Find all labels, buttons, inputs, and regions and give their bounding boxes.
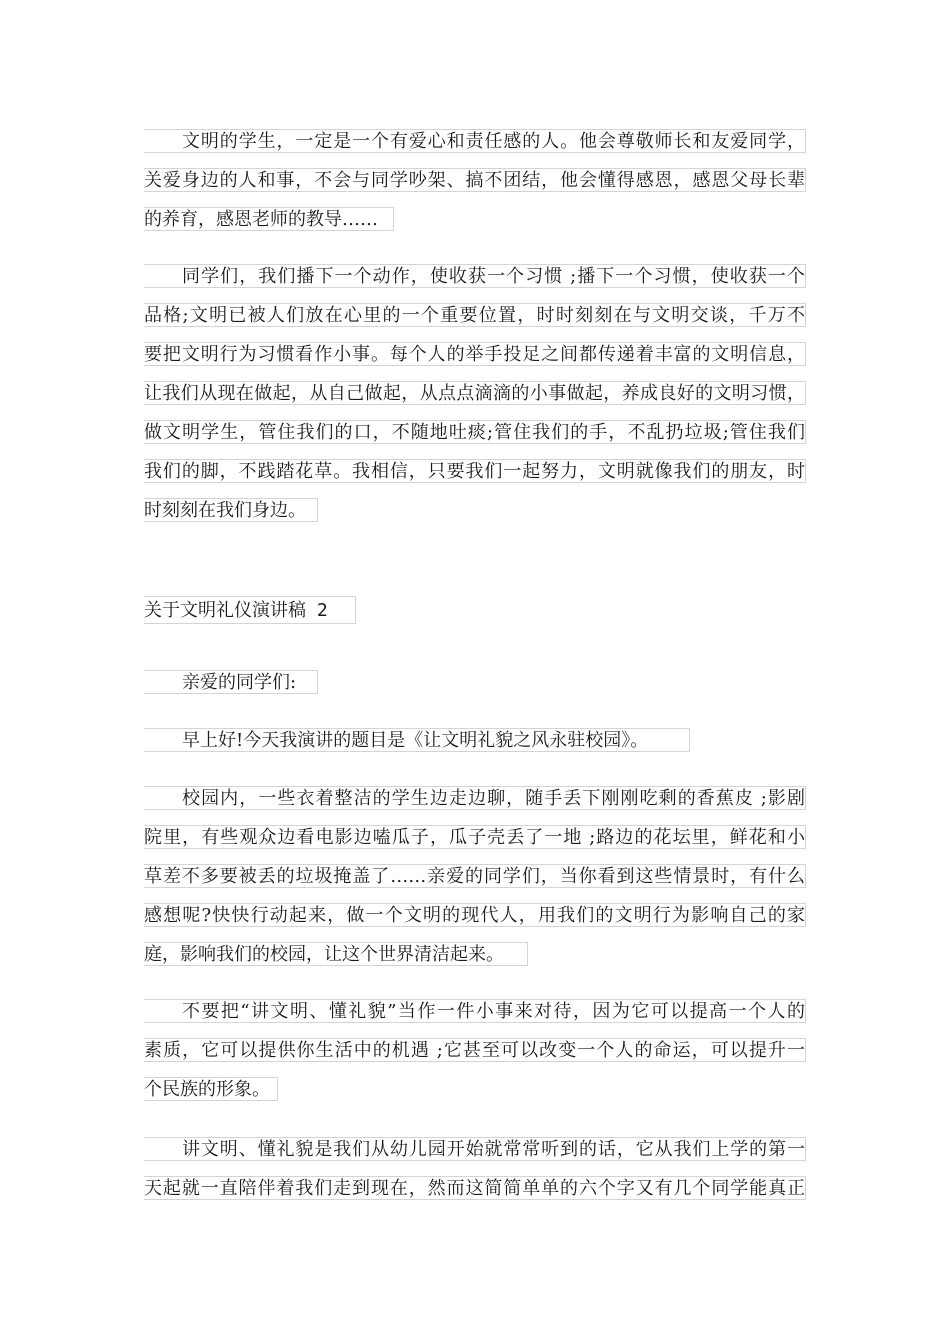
- paragraph-2-line-7: 时刻刻在我们身边。: [144, 498, 318, 522]
- paragraph-1-line-3: 的养育，感恩老师的教导……: [144, 207, 394, 231]
- paragraph-1-line-1: 文明的学生，一定是一个有爱心和责任感的人。他会尊敬师长和友爱同学，: [144, 129, 806, 153]
- paragraph-2-line-2: 品格;文明已被人们放在心里的一个重要位置，时时刻刻在与文明交谈，千万不: [144, 305, 805, 326]
- paragraph-5-line-1: 讲文明、懂礼貌是我们从幼儿园开始就常常听到的话，它从我们上学的第一: [144, 1137, 806, 1161]
- paragraph-2-line-1: 同学们，我们播下一个动作，使收获一个习惯 ;播下一个习惯，使收获一个: [144, 264, 806, 288]
- paragraph-5-line-2: 天起就一直陪伴着我们走到现在，然而这简简单单的六个字又有几个同学能真正: [144, 1178, 805, 1199]
- section-heading: 关于文明礼仪演讲稿 2: [144, 596, 356, 624]
- paragraph-2-line-4: 让我们从现在做起，从自己做起，从点点滴滴的小事做起，养成良好的文明习惯，: [144, 383, 805, 404]
- paragraph-4-line-1: 不要把“讲文明、懂礼貌”当作一件小事来对待，因为它可以提高一个人的: [144, 999, 806, 1023]
- paragraph-3-line-5: 庭，影响我们的校园，让这个世界清洁起来。: [144, 942, 528, 966]
- paragraph-4-line-2: 素质，它可以提供你生活中的机遇 ;它甚至可以改变一个人的命运，可以提升一: [144, 1040, 805, 1061]
- paragraph-1-line-2: 关爱身边的人和事，不会与同学吵架、搞不团结，他会懂得感恩，感恩父母长辈: [144, 170, 805, 191]
- paragraph-3-line-3: 草差不多要被丢的垃圾掩盖了……亲爱的同学们，当你看到这些情景时，有什么: [144, 866, 805, 887]
- greeting-line: 早上好!今天我演讲的题目是《让文明礼貌之风永驻校园》。: [144, 728, 690, 752]
- salutation: 亲爱的同学们:: [144, 670, 318, 694]
- paragraph-3-line-2: 院里，有些观众边看电影边嗑瓜子，瓜子壳丢了一地 ;路边的花坛里，鲜花和小: [144, 827, 805, 848]
- paragraph-2-line-5: 做文明学生，管住我们的口，不随地吐痰;管住我们的手，不乱扔垃圾;管住我们: [144, 422, 805, 443]
- paragraph-3-line-4: 感想呢?快快行动起来，做一个文明的现代人，用我们的文明行为影响自己的家: [144, 905, 805, 926]
- paragraph-3-line-1: 校园内，一些衣着整洁的学生边走边聊，随手丢下刚刚吃剩的香蕉皮 ;影剧: [144, 786, 806, 810]
- paragraph-2-line-6: 我们的脚，不践踏花草。我相信，只要我们一起努力，文明就像我们的朋友，时: [144, 461, 805, 482]
- paragraph-4-line-3: 个民族的形象。: [144, 1077, 278, 1101]
- paragraph-2-line-3: 要把文明行为习惯看作小事。每个人的举手投足之间都传递着丰富的文明信息，: [144, 344, 805, 365]
